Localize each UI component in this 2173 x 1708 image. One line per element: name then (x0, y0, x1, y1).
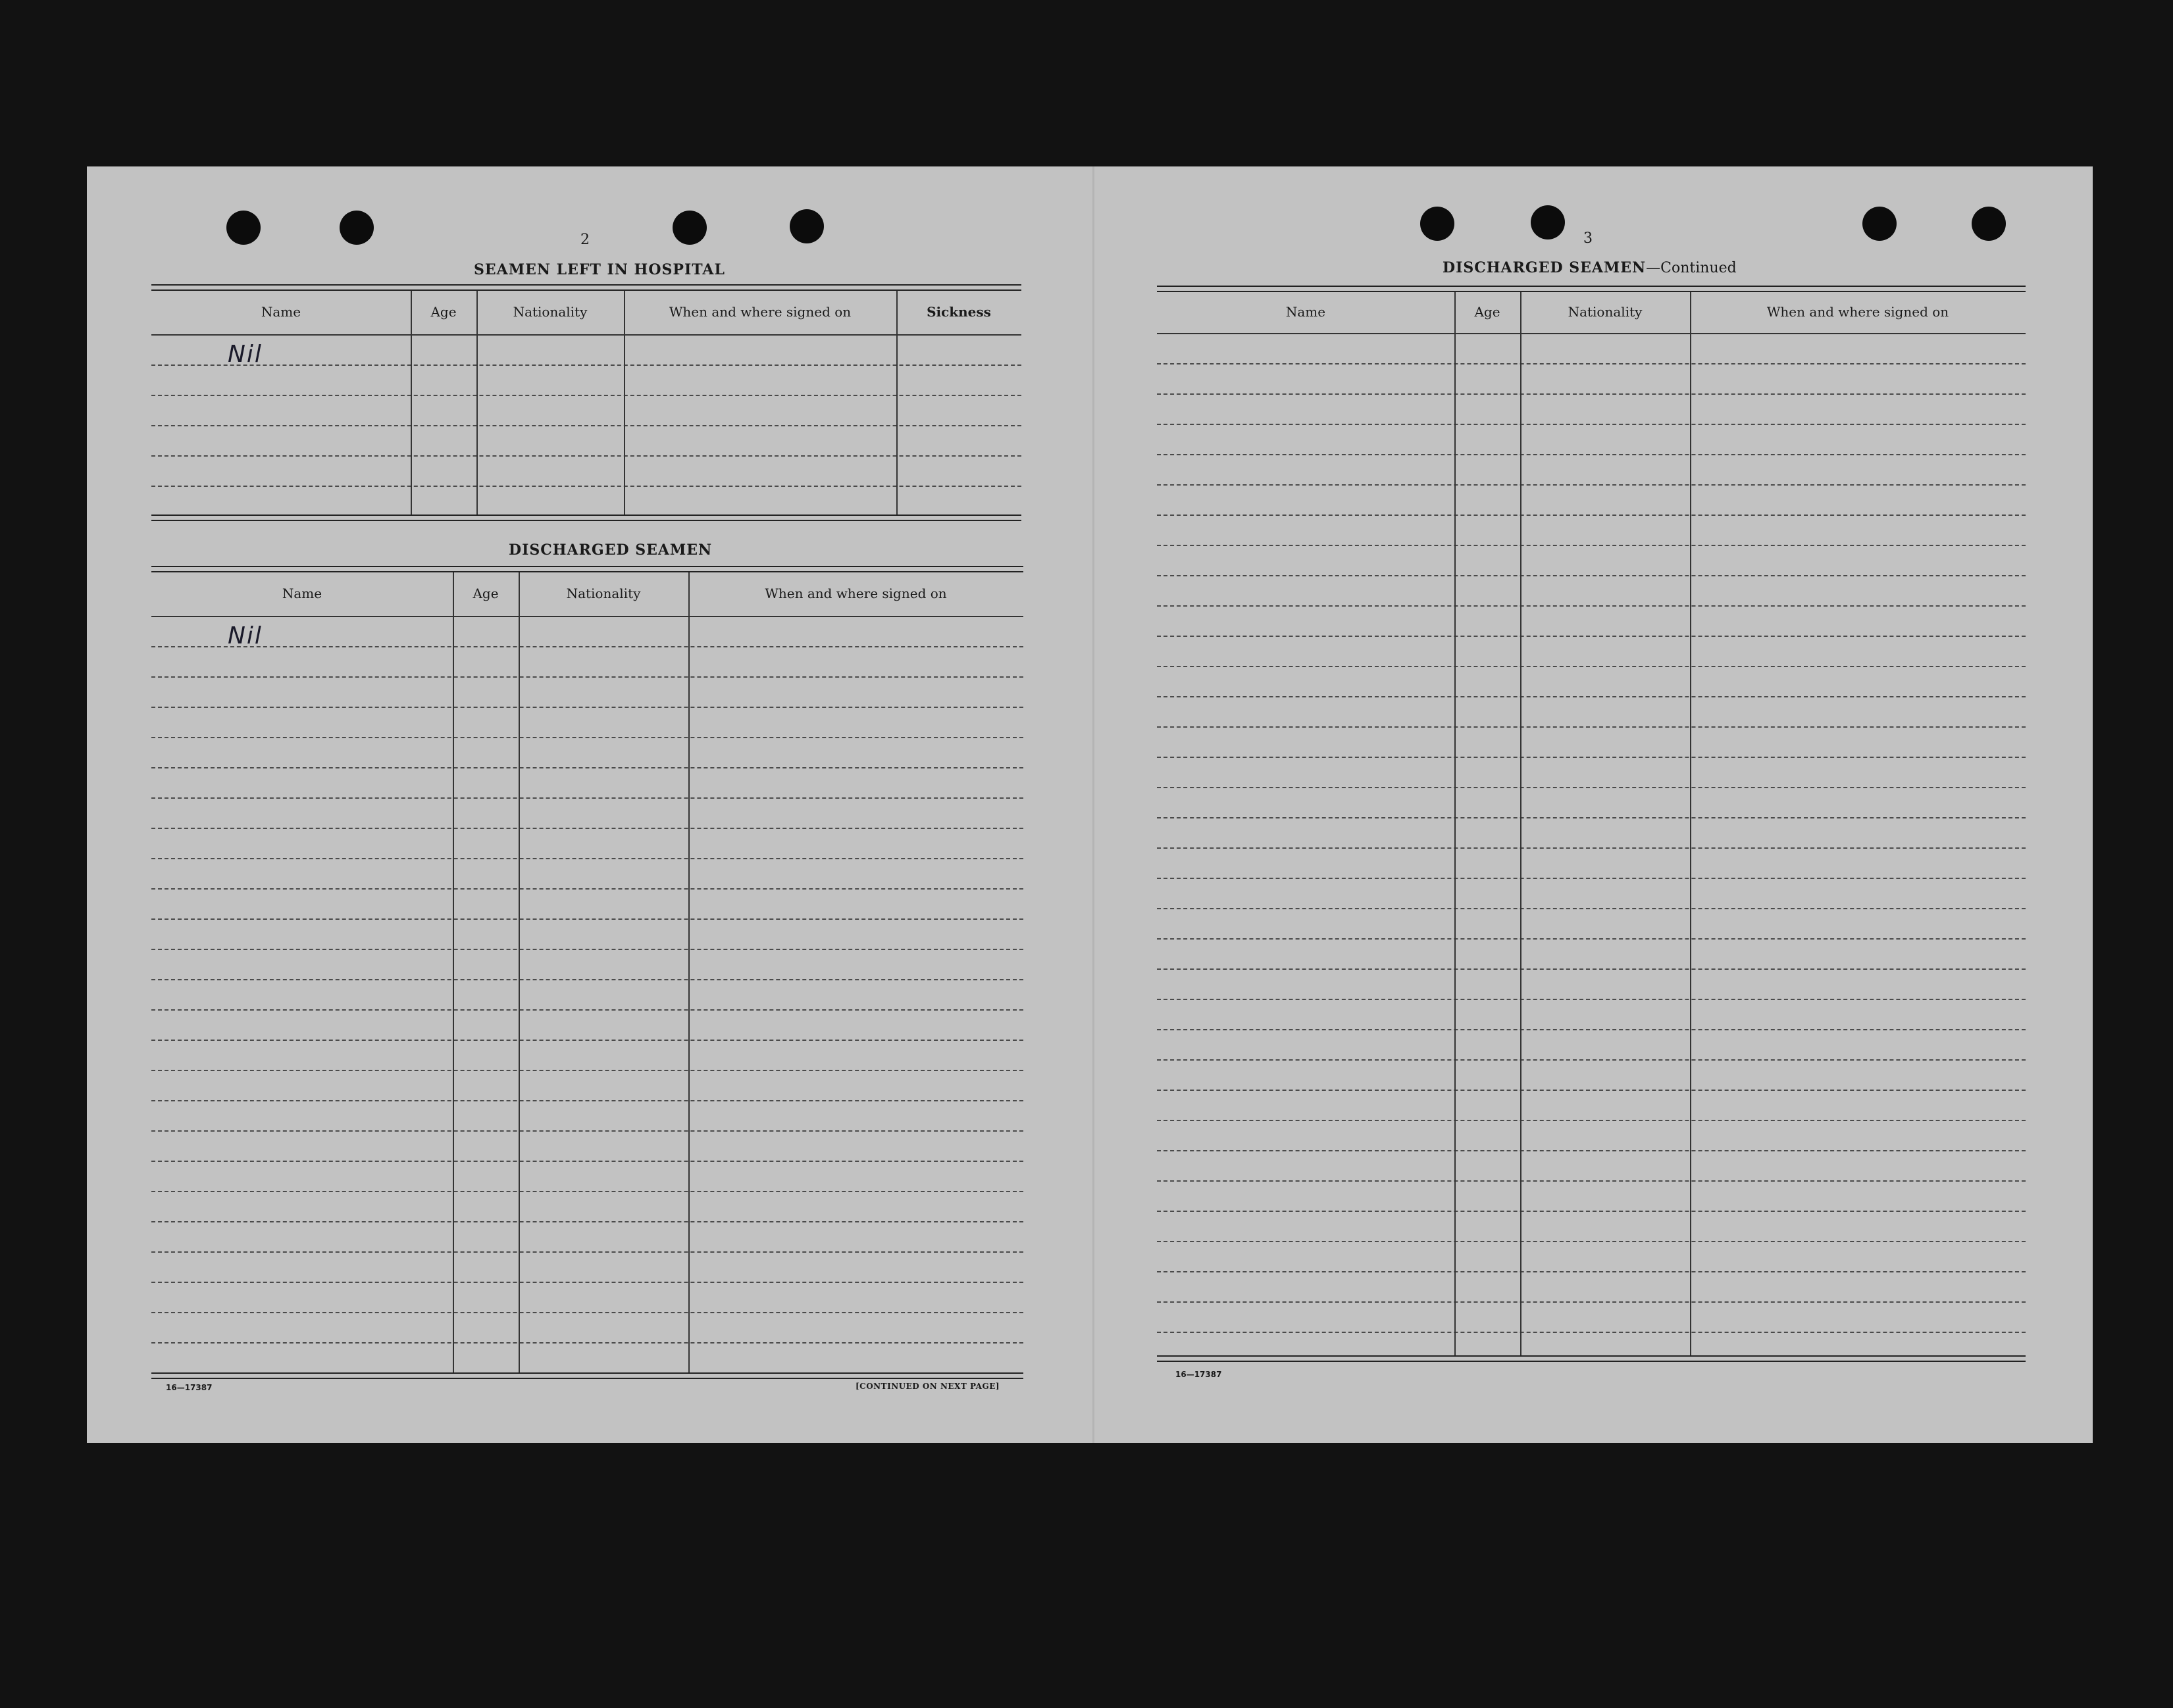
column-header-age: Age (430, 304, 457, 320)
column-header-sickness: Sickness (927, 304, 991, 320)
punch-hole-icon (1420, 207, 1454, 241)
column-header-nationality: Nationality (1568, 304, 1643, 320)
column-header-signed-on: When and where signed on (669, 304, 852, 320)
handwritten-nil-entry: Nil (228, 622, 263, 649)
discharged-continued-title-text: DISCHARGED SEAMEN (1443, 259, 1647, 276)
discharged-continued-ledger-table (1157, 286, 2026, 1366)
discharged-continued-suffix: —Continued (1646, 260, 1737, 276)
right-page-number: 3 (1583, 230, 1593, 247)
right-form-number: 16—17387 (1175, 1370, 1222, 1379)
punch-hole-icon (673, 211, 707, 245)
column-header-signed-on: When and where signed on (1766, 304, 1949, 320)
punch-hole-icon (1972, 207, 2006, 241)
punch-hole-icon (1531, 205, 1565, 239)
continued-note: [CONTINUED ON NEXT PAGE] (856, 1382, 1000, 1391)
handwritten-nil-entry: Nil (228, 341, 263, 368)
hospital-ledger-table (151, 284, 1021, 521)
punch-hole-icon (1862, 207, 1897, 241)
page-fold (1092, 166, 1094, 1443)
column-header-name: Name (282, 586, 322, 601)
discharged-section-title: DISCHARGED SEAMEN (509, 541, 713, 559)
column-header-name: Name (261, 304, 301, 320)
column-header-age: Age (473, 586, 499, 601)
left-page-number: 2 (580, 232, 590, 248)
left-form-number: 16—17387 (166, 1383, 213, 1392)
punch-hole-icon (226, 211, 261, 245)
column-header-nationality: Nationality (513, 304, 588, 320)
punch-hole-icon (340, 211, 374, 245)
column-header-age: Age (1474, 304, 1500, 320)
discharged-continued-title (1443, 259, 1737, 276)
hospital-section-title: SEAMEN LEFT IN HOSPITAL (474, 261, 725, 278)
column-header-signed-on: When and where signed on (765, 586, 947, 601)
column-header-nationality: Nationality (566, 586, 641, 601)
punch-hole-icon (790, 209, 824, 243)
column-header-name: Name (1285, 304, 1326, 320)
discharged-ledger-table (151, 566, 1023, 1379)
